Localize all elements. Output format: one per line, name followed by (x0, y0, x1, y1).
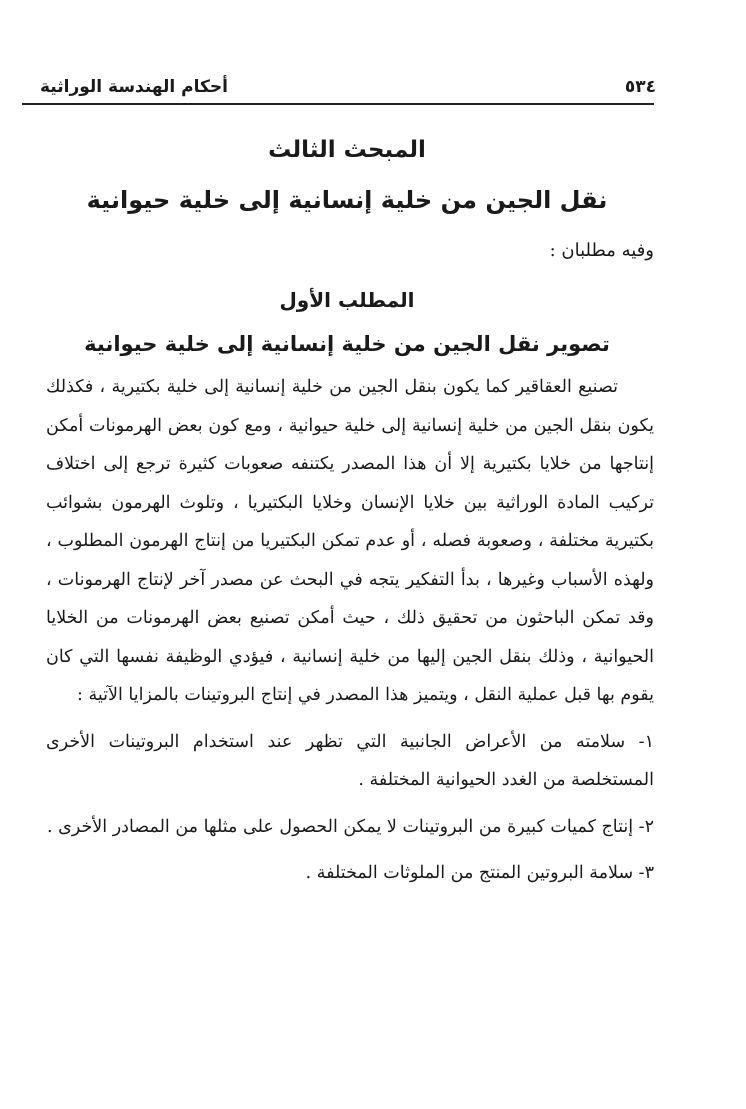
subsection-title: تصوير نقل الجين من خلية إنسانية إلى خلية حيوانية (84, 332, 610, 356)
list-item: ٣- سلامة البروتين المنتج من الملوثات المختلفة . (305, 863, 654, 883)
body-text (46, 368, 654, 893)
list-item: ١- سلامته من الأعراض الجانبية التي تظهر عند استخدام البروتينات الأخرى المستخلصة من الغدد الحيوانية المختلفة . (46, 731, 654, 790)
header-rule (22, 103, 654, 105)
body-paragraph: تصنيع العقاقير كما يكون بنقل الجين من خلية إنسانية إلى خلية بكتيرية ، فكذلك يكون بنقل الجين من خلية إنسانية إلى خلية حيوانية ، ومع كون بعض الهرمونات أمكن إنتاجها من خلايا بكتيرية إلا أن هذا المصدر يكتنفه صعوبات كثيرة ترجع إلى اختلاف تركيب المادة الوراثية بين خلايا الإنسان وخلايا البكتيريا ، وتلوث الهرمون بشوائب بكتيرية مختلفة ، وصعوبة فصله ، أو عدم تمكن البكتيريا من إنتاج الهرمون المطلوب ، ولهذه الأسباب وغيرها ، بدأ التفكير يتجه في البحث عن مصدر آخر لإنتاج الهرمونات ، وقد تمكن الباحثون من تحقيق ذلك ، حيث أمكن تصنيع بعض الهرمونات من الخلايا الحيوانية ، وذلك بنقل الجين إليها من خلية إنسانية ، فيؤدي الوظيفة نفسها التي كان يقوم بها قبل عملية النقل ، ويتميز هذا المصدر في إنتاج البروتينات بالمزايا الآتية : (46, 377, 654, 705)
subsection-heading: المطلب الأول (279, 288, 415, 312)
list-item: ٢- إنتاج كميات كبيرة من البروتينات لا يمكن الحصول على مثلها من المصادر الأخرى . (47, 816, 654, 837)
page-number: ٥٣٤ (624, 77, 656, 97)
section-heading: المبحث الثالث (268, 137, 426, 163)
section-title: نقل الجين من خلية إنسانية إلى خلية حيوانية (86, 186, 608, 214)
book-title: أحكام الهندسة الوراثية (40, 77, 228, 97)
running-header (40, 72, 656, 102)
section-intro: وفيه مطلبان : (549, 240, 654, 261)
